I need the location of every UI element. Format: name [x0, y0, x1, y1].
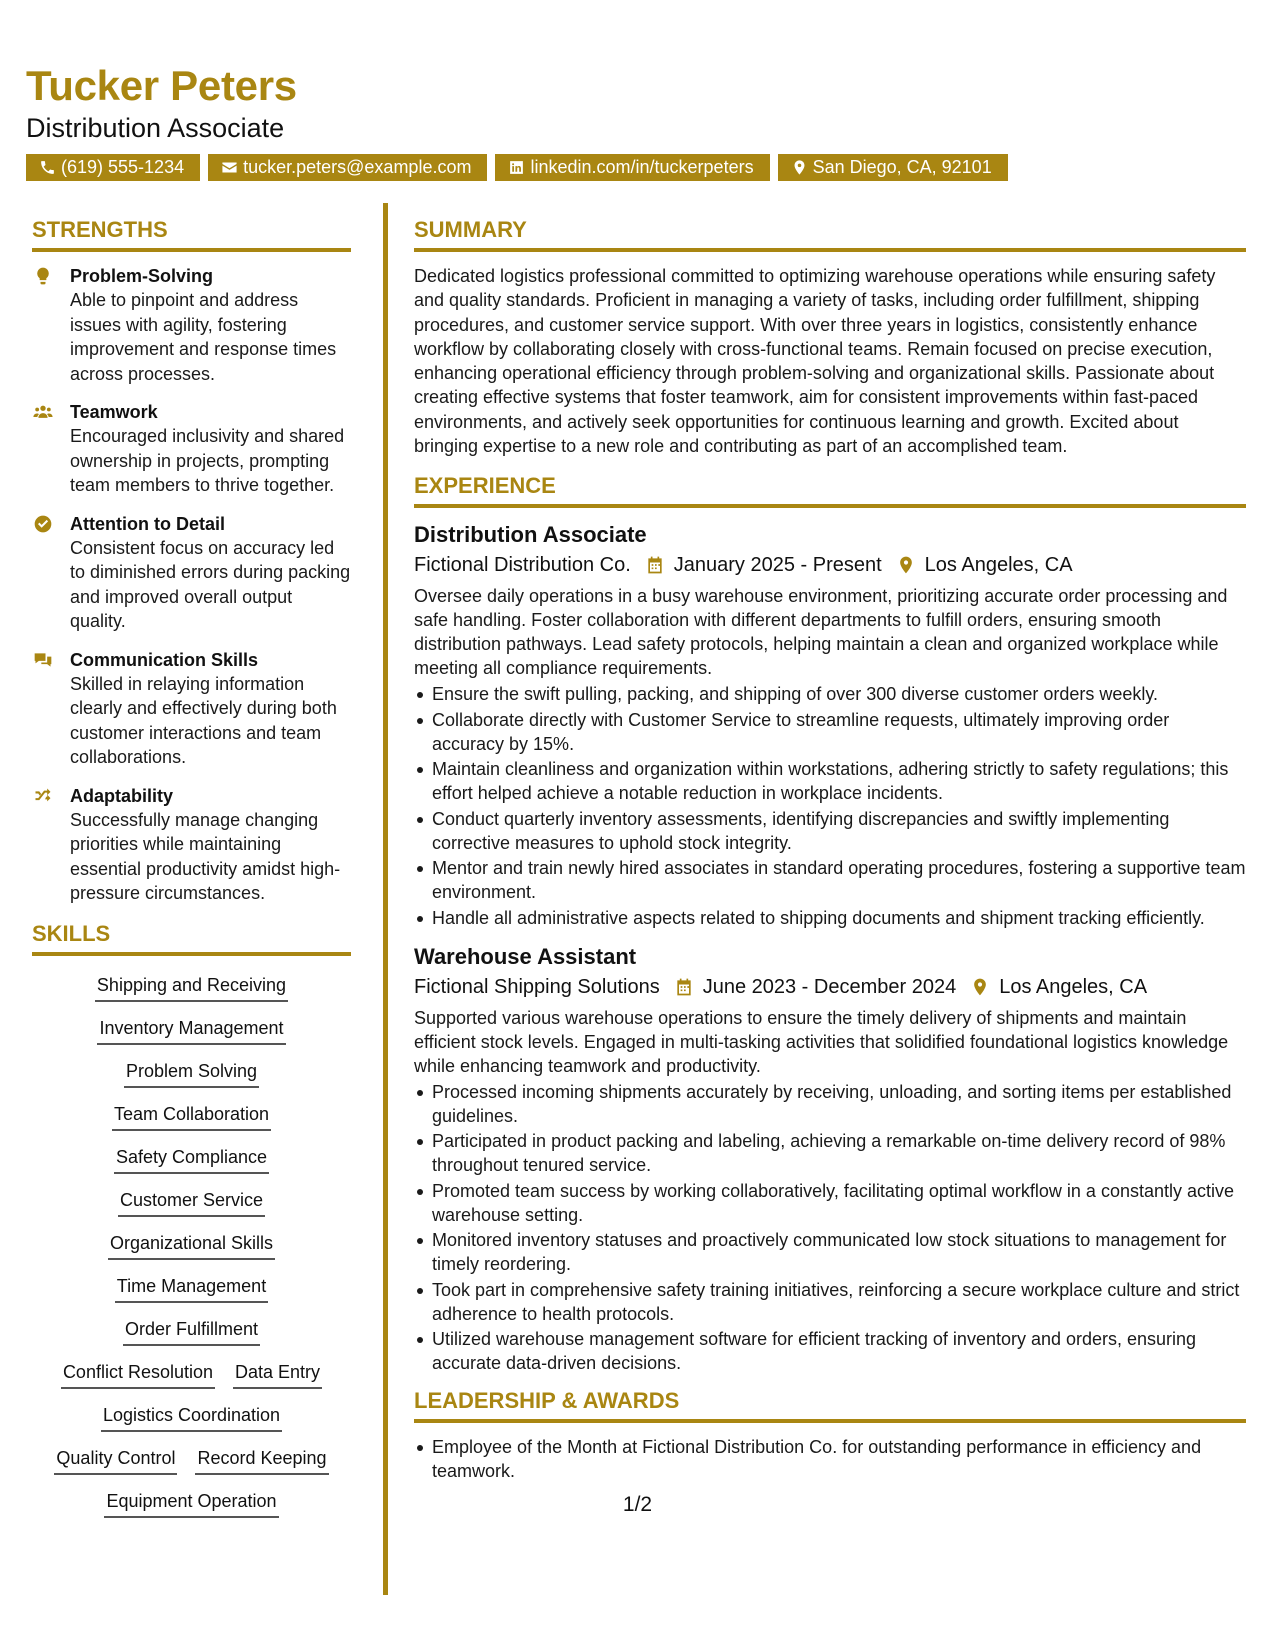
job-company: Fictional Distribution Co. [414, 554, 631, 577]
list-item: Ensure the swift pulling, packing, and shipping of over 300 diverse customer orders weekly. [414, 682, 1246, 706]
job-description: Supported various warehouse operations to ensure the timely delivery of shipments and maintain efficient stock levels. Engaged in multi-tasking activities that solidified foundational logistics knowledge while enhancing teamwork and productivity. [414, 1007, 1229, 1076]
job-entry [414, 520, 1246, 930]
skill-tag: Customer Service [118, 1187, 265, 1217]
list-item: Participated in product packing and labeling, achieving a remarkable on-time delivery record of 98% throughout tenured service. [414, 1129, 1246, 1177]
location-pin-icon [791, 159, 808, 176]
strength-desc: Consistent focus on accuracy led to diminished errors during packing and improved overall output quality. [70, 537, 351, 631]
skill-tag: Data Entry [233, 1359, 322, 1389]
list-item: Took part in comprehensive safety training initiatives, reinforcing a secure workplace culture and strict adherence to health protocols. [414, 1278, 1246, 1326]
linkedin-icon [508, 159, 525, 176]
phone-icon [39, 159, 56, 176]
strength-item [32, 784, 351, 906]
strengths-heading: STRENGTHS [32, 216, 351, 252]
job-bullets [414, 1080, 1246, 1376]
strength-desc: Successfully manage changing priorities while maintaining essential productivity amidst high-pressure circumstances. [70, 809, 341, 903]
candidate-title: Distribution Associate [26, 113, 285, 143]
summary-text: Dedicated logistics professional committed to optimizing warehouse operations while ensuring safety and quality standards. Proficient in managing a variety of tasks, including order fulfillment, shipping procedures, and customer service support. With over three years in logistics, consistently enhance workflow by collaborating closely with cross-functional teams. Remain focused on precise execution, enhancing operational efficiency through problem-solving and organizational skills. Passionate about creating effective systems that foster teamwork, aim for consistent improvements within fast-paced environments, and actively seek opportunities for continuous learning and growth. Excited about bringing expertise to a new role and contributing as part of an accomplished team. [414, 266, 1216, 457]
right-column [414, 216, 1246, 1485]
calendar-icon [645, 555, 665, 575]
skill-tag: Quality Control [54, 1445, 177, 1475]
strength-desc: Encouraged inclusivity and shared ownership in projects, prompting team members to thrive together. [70, 426, 345, 495]
list-item: Maintain cleanliness and organization within workstations, adhering strictly to safety regulations; this effort helped achieve a notable reduction in workplace incidents. [414, 757, 1246, 805]
skill-tag: Time Management [115, 1273, 268, 1303]
contact-email[interactable] [208, 154, 487, 181]
list-item: Mentor and train newly hired associates in standard operating procedures, fostering a supportive team environment. [414, 856, 1246, 904]
page-number: 1/2 [622, 1493, 653, 1516]
list-item: Handle all administrative aspects related to shipping documents and shipment tracking efficiently. [414, 906, 1246, 930]
contact-linkedin[interactable] [495, 154, 769, 181]
strength-item [32, 264, 351, 386]
list-item: Collaborate directly with Customer Service to streamline requests, ultimately improving order accuracy by 15%. [414, 708, 1246, 756]
shuffle-icon [32, 786, 54, 806]
chat-bubbles-icon [32, 650, 54, 670]
location-pin-icon [896, 555, 916, 575]
list-item: Conduct quarterly inventory assessments, identifying discrepancies and swiftly implementing corrective measures to uphold stock integrity. [414, 807, 1246, 855]
skill-tag: Logistics Coordination [101, 1402, 282, 1432]
strength-item [32, 400, 351, 498]
strength-name: Adaptability [70, 785, 174, 806]
calendar-icon [674, 977, 694, 997]
strength-desc: Skilled in relaying information clearly and effectively during both customer interactions and team collaborations. [70, 673, 337, 767]
email-text: tucker.peters@example.com [243, 157, 472, 177]
strength-name: Attention to Detail [70, 513, 225, 534]
users-icon [32, 402, 54, 422]
skill-tag: Equipment Operation [104, 1488, 278, 1518]
job-title: Warehouse Assistant [414, 943, 637, 969]
skill-tag: Safety Compliance [114, 1144, 269, 1174]
left-column [32, 216, 351, 1518]
location-text: San Diego, CA, 92101 [812, 157, 992, 177]
resume-header [26, 62, 1246, 181]
skill-tag: Shipping and Receiving [95, 972, 288, 1002]
strength-item [32, 512, 351, 634]
list-item: Utilized warehouse management software for efficient tracking of inventory and orders, ensuring accurate data-driven decisions. [414, 1327, 1246, 1375]
skill-tag: Team Collaboration [112, 1101, 271, 1131]
skill-tag: Organizational Skills [108, 1230, 275, 1260]
list-item: Employee of the Month at Fictional Distribution Co. for outstanding performance in efficiency and teamwork. [414, 1435, 1246, 1483]
experience-heading: EXPERIENCE [414, 472, 1246, 508]
job-dates: January 2025 - Present [673, 554, 882, 577]
check-circle-icon [32, 514, 54, 534]
job-bullets [414, 682, 1246, 930]
envelope-icon [221, 159, 238, 176]
candidate-name: Tucker Peters [26, 62, 297, 109]
job-title: Distribution Associate [414, 522, 647, 548]
list-item: Monitored inventory statuses and proactively communicated low stock situations to management for timely reordering. [414, 1228, 1246, 1276]
job-location: Los Angeles, CA [924, 554, 1073, 577]
job-description: Oversee daily operations in a busy warehouse environment, prioritizing accurate order processing and safe handling. Foster collaboration with different departments to fulfill orders, ensuring smooth distribution pathways. Lead safety protocols, helping maintain a clean and organized workplace while meeting all compliance requirements. [414, 586, 1228, 679]
awards-heading: LEADERSHIP & AWARDS [414, 1387, 1246, 1423]
strength-item [32, 648, 351, 770]
phone-text: (619) 555-1234 [61, 157, 185, 177]
linkedin-text: linkedin.com/in/tuckerpeters [530, 157, 754, 177]
location-pin-icon [970, 977, 990, 997]
contact-location[interactable] [778, 154, 1008, 181]
job-company: Fictional Shipping Solutions [414, 975, 660, 998]
lightbulb-icon [32, 266, 54, 286]
job-location: Los Angeles, CA [999, 975, 1148, 998]
skill-tag: Problem Solving [124, 1058, 259, 1088]
list-item: Processed incoming shipments accurately by receiving, unloading, and sorting items per established guidelines. [414, 1080, 1246, 1128]
strength-name: Communication Skills [70, 649, 259, 670]
strength-name: Problem-Solving [70, 266, 214, 286]
column-divider [383, 203, 388, 1595]
skill-tag: Record Keeping [195, 1445, 328, 1475]
skills-heading: SKILLS [32, 920, 351, 956]
job-meta [414, 972, 1246, 1002]
skill-tag: Order Fulfillment [123, 1316, 260, 1346]
job-meta [414, 550, 1246, 580]
job-dates: June 2023 - December 2024 [702, 975, 957, 998]
skill-tag: Inventory Management [97, 1015, 285, 1045]
awards-list [414, 1435, 1246, 1483]
skill-tag: Conflict Resolution [61, 1359, 215, 1389]
contact-bar [26, 154, 1246, 181]
list-item: Promoted team success by working collaboratively, facilitating optimal workflow in a constantly active warehouse setting. [414, 1179, 1246, 1227]
summary-heading: SUMMARY [414, 216, 1246, 252]
skills-list [32, 968, 351, 1518]
strength-name: Teamwork [70, 402, 158, 422]
contact-phone[interactable] [26, 154, 200, 181]
strength-desc: Able to pinpoint and address issues with agility, fostering improvement and response times across processes. [70, 290, 337, 384]
job-entry [414, 942, 1246, 1376]
